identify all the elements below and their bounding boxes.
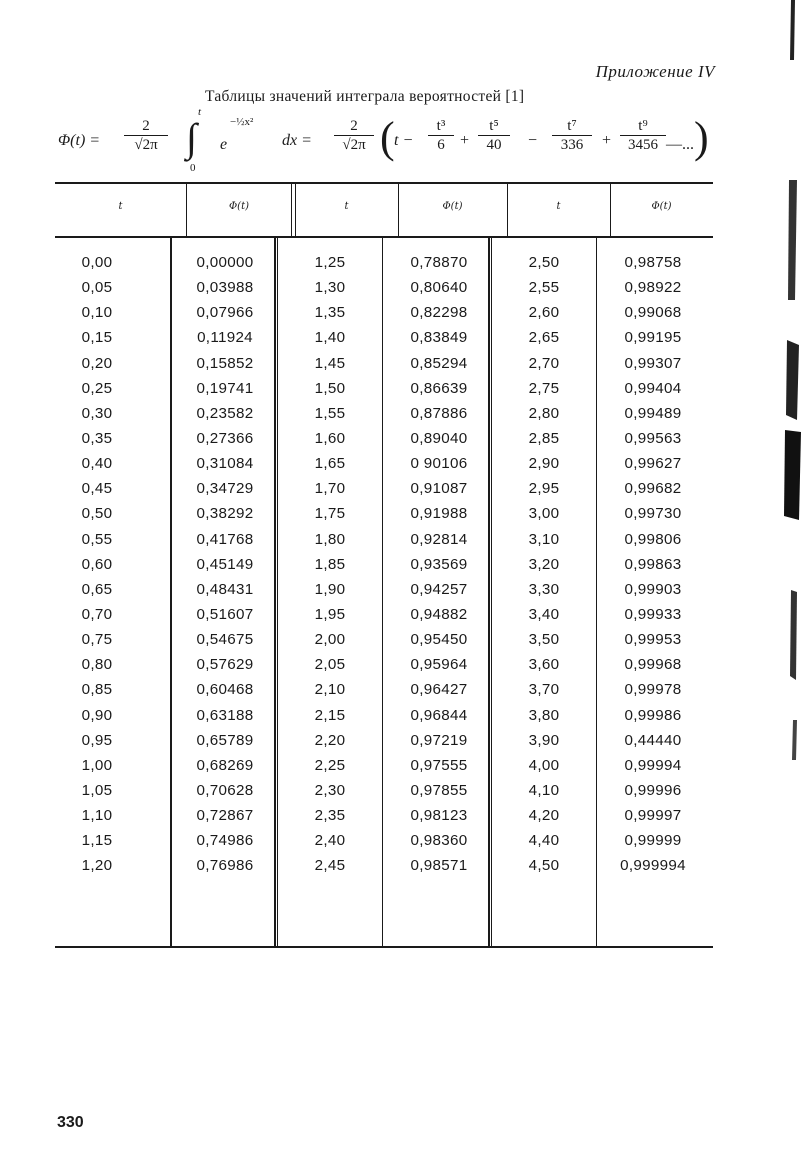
table-cell: 1,65 [314,455,346,473]
body-divider [274,238,276,946]
column-phi-2 [400,250,478,879]
table-cell: 0,70 [81,605,113,623]
table-cell: 2,90 [528,455,560,473]
table-cell: 0,41768 [196,530,254,548]
table-title: Таблицы значений интеграла вероятностей [1] [205,88,525,105]
table-cell: 0,97555 [410,756,468,774]
coef2-numerator: 2 [334,118,374,136]
table-cell: 0,40 [81,455,113,473]
integral-upper-limit: t [198,106,202,118]
table-cell: 1,85 [314,555,346,573]
table-cell: 0,65 [81,580,113,598]
table-cell: 4,20 [528,807,560,825]
table-cell: 3,40 [528,605,560,623]
table-cell: 0,78870 [410,254,468,271]
series-term-3: $\frac{\text{t⁷}}{336}$ [552,118,592,154]
table-cell: 2,40 [314,832,346,850]
t-term: t − [394,132,414,149]
table-cell: 4,00 [528,756,560,774]
body-divider [170,238,172,946]
table-cell: 2,45 [314,857,346,875]
table-cell: 0,94257 [410,580,468,598]
coef2-denominator: √2π [342,137,366,153]
table-cell: 0,93569 [410,555,468,573]
table-header-row [55,183,713,236]
table-cell: 0,34729 [196,480,254,498]
table-cell: 2,85 [528,429,560,447]
table-cell: 1,95 [314,605,346,623]
table-cell: 1,45 [314,354,346,372]
scan-edge-artifact [773,0,803,1165]
close-paren: ) [694,113,709,162]
table-cell: 0,38292 [196,505,254,523]
series-term-1: $\frac{\text{t³}}{6}$ [428,118,454,154]
table-cell: 0,30 [81,404,113,422]
table-cell: 0,85 [81,681,113,699]
table-cell: 0,98922 [624,279,682,297]
table-cell: 0,75 [81,631,113,649]
table-cell: 0,90 [81,706,113,724]
table-cell: 2,00 [314,631,346,649]
page-number: 330 [57,1114,84,1131]
table-cell: 0,19741 [196,379,254,397]
table-cell: 4,10 [528,781,560,799]
table-cell: 0,45 [81,480,113,498]
table-cell: 3,00 [528,505,560,523]
table-cell: 1,20 [81,857,113,875]
table-cell: 1,35 [314,304,346,322]
table-cell: 0,91087 [410,480,468,498]
table-cell: 0,15 [81,329,113,347]
table-cell: 2,55 [528,279,560,297]
table-cell: 0,85294 [410,354,468,372]
table-header-rule [55,236,713,238]
table-cell: 0,20 [81,354,113,372]
table-cell: 0,05 [81,279,113,297]
table-cell: 0,99627 [624,455,682,473]
table-cell: 3,60 [528,656,560,674]
column-t-2 [296,250,364,879]
table-cell: 1,90 [314,580,346,598]
table-cell: 0,99997 [624,807,682,825]
table-cell: 0,98360 [410,832,468,850]
table-cell: 0,99730 [624,505,682,523]
table-cell: 2,95 [528,480,560,498]
table-cell: 0,86639 [410,379,468,397]
table-cell: 4,40 [528,832,560,850]
table-cell: 3,10 [528,530,560,548]
table-bottom-rule [55,946,713,948]
table-cell: 0,99986 [624,706,682,724]
table-cell: 0,00000 [196,254,254,271]
table-cell: 0,15852 [196,354,254,372]
series-term-2: $\frac{\text{t⁵}}{40}$ [478,118,510,154]
table-cell: 2,25 [314,756,346,774]
table-cell: 1,75 [314,505,346,523]
table-cell: 0,99999 [624,832,682,850]
table-cell: 3,70 [528,681,560,699]
header-phi-2: Φ(t) [442,201,463,212]
table-cell: 2,35 [314,807,346,825]
op-1: + [460,132,470,149]
table-cell: 3,50 [528,631,560,649]
table-cell: 1,80 [314,530,346,548]
table-cell: 0,48431 [196,580,254,598]
table-cell: 4,50 [528,857,560,875]
table-cell: 0,80 [81,656,113,674]
coef-numerator: 2 [124,118,168,136]
table-cell: 0,80640 [410,279,468,297]
table-cell: 0,50 [81,505,113,523]
table-cell: 2,50 [528,254,560,271]
table-cell: 0,999994 [620,857,686,875]
table-cell: 2,30 [314,781,346,799]
table-cell: 0,99978 [624,681,682,699]
table-cell: 0,99563 [624,429,682,447]
column-phi-3 [612,250,694,879]
table-cell: 0,65789 [196,731,254,749]
table-cell: 3,30 [528,580,560,598]
table-cell: 0,99953 [624,631,682,649]
table-cell: 0,99195 [624,329,682,347]
table-cell: 2,15 [314,706,346,724]
table-cell: 0,51607 [196,605,254,623]
table-cell: 0,99806 [624,530,682,548]
table-cell: 0,96427 [410,681,468,699]
table-cell: 0,99489 [624,404,682,422]
table-cell: 0 90106 [410,455,468,473]
table-cell: 3,20 [528,555,560,573]
table-cell: 2,80 [528,404,560,422]
table-cell: 0,03988 [196,279,254,297]
table-cell: 1,70 [314,480,346,498]
table-cell: 0,82298 [410,304,468,322]
table-cell: 2,05 [314,656,346,674]
integral-lower-limit: 0 [190,162,196,174]
table-cell: 0,72867 [196,807,254,825]
table-cell: 0,98758 [624,254,682,271]
integral-sign: ∫ [186,115,197,160]
table-cell: 0,89040 [410,429,468,447]
table-cell: 0,83849 [410,329,468,347]
table-cell: 2,10 [314,681,346,699]
header-t-2: t [344,201,349,212]
table-cell: 0,57629 [196,656,254,674]
table-cell: 1,55 [314,404,346,422]
table-cell: 0,99968 [624,656,682,674]
table-cell: 1,00 [81,756,113,774]
table-cell: 0,10 [81,304,113,322]
table-cell: 2,20 [314,731,346,749]
open-paren: ( [380,113,395,162]
header-phi-1: Φ(t) [228,201,250,212]
table-cell: 1,30 [314,279,346,297]
table-cell: 0,35 [81,429,113,447]
header-t-3: t [556,201,561,212]
table-cell: 1,25 [314,254,346,271]
coef-denominator: √2π [134,137,158,153]
exp-power: −½x² [230,116,254,128]
column-t-1 [60,250,134,879]
probability-integral-formula [58,106,718,176]
table-cell: 0,99996 [624,781,682,799]
table-cell: 0,99994 [624,756,682,774]
table-cell: 0,99307 [624,354,682,372]
table-cell: 0,98123 [410,807,468,825]
table-cell: 0,97219 [410,731,468,749]
table-cell: 1,50 [314,379,346,397]
table-cell: 2,70 [528,354,560,372]
table-cell: 0,99682 [624,480,682,498]
table-cell: 0,27366 [196,429,254,447]
series-tail: —... [666,136,694,153]
table-cell: 2,60 [528,304,560,322]
exp-base: e [220,136,228,153]
table-cell: 0,99068 [624,304,682,322]
table-cell: 0,99933 [624,605,682,623]
table-cell: 3,80 [528,706,560,724]
table-cell: 0,95 [81,731,113,749]
table-cell: 0,99404 [624,379,682,397]
table-cell: 0,98571 [410,857,468,875]
table-cell: 0,92814 [410,530,468,548]
table-cell: 0,76986 [196,857,254,875]
column-t-3 [508,250,580,879]
table-cell: 0,94882 [410,605,468,623]
series-term-4: $\frac{\text{t⁹}}{3456}$ [620,118,666,154]
formula-coefficient-2 [334,118,374,154]
table-cell: 0,96844 [410,706,468,724]
formula-coefficient [124,118,168,154]
table-cell: 0,60 [81,555,113,573]
table-cell: 0,63188 [196,706,254,724]
table-cell: 0,95450 [410,631,468,649]
appendix-label: Приложение IV [595,62,715,81]
table-cell: 0,07966 [196,304,254,322]
header-phi-3: Φ(t) [651,201,672,212]
body-divider [596,238,597,946]
table-cell: 1,60 [314,429,346,447]
column-phi-1 [186,250,264,879]
table-cell: 1,10 [81,807,113,825]
table-cell: 0,87886 [410,404,468,422]
table-cell: 2,75 [528,379,560,397]
table-cell: 0,23582 [196,404,254,422]
table-cell: 0,55 [81,530,113,548]
body-divider [491,238,492,946]
formula-lhs: Φ(t) = [58,132,101,149]
table-cell: 0,11924 [197,329,253,347]
table-cell: 0,25 [81,379,113,397]
table-cell: 0,74986 [196,832,254,850]
table-cell: 1,05 [81,781,113,799]
table-cell: 1,15 [81,832,113,850]
body-divider [488,238,490,946]
table-cell: 0,31084 [196,455,254,473]
table-cell: 0,97855 [410,781,468,799]
table-cell: 1,40 [314,329,346,347]
table-cell: 0,99863 [624,555,682,573]
formula-dx: dx = [282,132,312,149]
table-cell: 2,65 [528,329,560,347]
op-2: − [528,132,538,149]
table-cell: 0,45149 [196,555,254,573]
table-cell: 0,44440 [624,731,682,749]
table-cell: 0,95964 [410,656,468,674]
table-cell: 3,90 [528,731,560,749]
body-divider [382,238,383,946]
table-cell: 0,91988 [410,505,468,523]
header-t-1: t [118,201,123,212]
table-cell: 0,99903 [624,580,682,598]
op-3: + [602,132,612,149]
table-cell: 0,60468 [196,681,254,699]
body-divider [277,238,278,946]
table-cell: 0,00 [81,254,113,271]
table-cell: 0,70628 [196,781,254,799]
table-cell: 0,68269 [196,756,254,774]
table-cell: 0,54675 [196,631,254,649]
